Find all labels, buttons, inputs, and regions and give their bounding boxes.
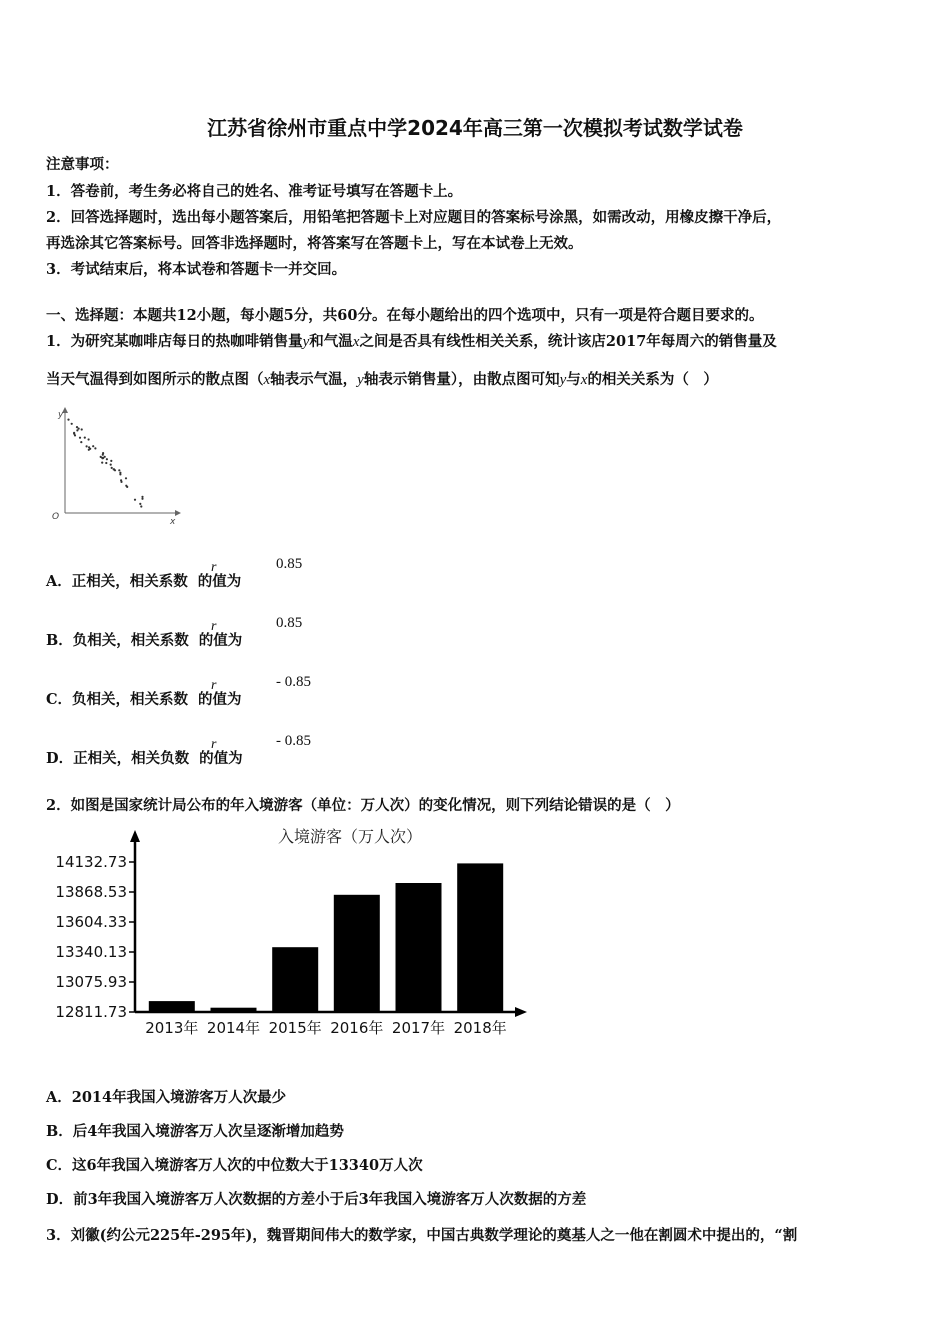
scatter-point xyxy=(140,505,142,507)
option-value: 0.85 xyxy=(276,556,303,572)
scatter-point xyxy=(105,462,107,464)
r-symbol: r xyxy=(211,678,217,693)
scatter-point xyxy=(102,457,104,459)
scatter-point xyxy=(111,467,113,469)
scatter-point xyxy=(113,468,115,470)
y-tick-label: 13868.53 xyxy=(55,883,127,901)
scatter-point xyxy=(79,437,81,439)
scatter-point xyxy=(141,496,143,498)
scatter-point xyxy=(86,445,88,447)
x-tick-label: 2014年 xyxy=(206,1019,261,1037)
q2-stem: 2．如图是国家统计局公布的年入境游客（单位：万人次）的变化情况，则下列结论错误的是（ ） xyxy=(46,797,680,814)
scatter-point xyxy=(78,428,80,430)
y-tick-label: 12811.73 xyxy=(55,1003,127,1021)
scatter-point xyxy=(125,485,127,487)
option-value: 0.85 xyxy=(276,615,303,631)
scatter-point xyxy=(94,447,96,449)
scatter-point xyxy=(119,473,121,475)
x-tick-label: 2015年 xyxy=(268,1019,322,1037)
option-value: - 0.85 xyxy=(276,733,311,749)
scatter-point xyxy=(102,452,104,454)
q2-option-a[interactable]: A．2014年我国入境游客万人次最少 xyxy=(46,1089,287,1106)
x-axis-arrow xyxy=(175,510,181,516)
scatter-point xyxy=(71,423,73,425)
bar xyxy=(334,895,380,1012)
q2-option-b[interactable]: B．后4年我国入境游客万人次呈逐渐增加趋势 xyxy=(46,1123,344,1140)
option-value: - 0.85 xyxy=(276,674,311,690)
scatter-point xyxy=(110,460,112,462)
q1-option-a[interactable]: A．正相关，相关系数 的值为 xyxy=(46,573,242,590)
x-tick-label: 2016年 xyxy=(330,1019,384,1037)
scatter-point xyxy=(88,438,90,440)
r-symbol: r xyxy=(211,560,217,575)
q2-option-d[interactable]: D．前3年我国入境游客万人次数据的方差小于后3年我国入境游客万人次数据的方差 xyxy=(46,1191,587,1208)
y-tick-label: 14132.73 xyxy=(55,853,127,871)
notice-heading: 注意事项： xyxy=(46,156,119,173)
bar xyxy=(211,1008,257,1012)
notice-item: 3．考试结束后，将本试卷和答题卡一并交回。 xyxy=(46,261,347,278)
scatter-point xyxy=(74,434,76,436)
scatter-point xyxy=(139,503,141,505)
q2-option-c[interactable]: C．这6年我国入境游客万人次的中位数大于13340万人次 xyxy=(46,1157,423,1174)
x-tick-label: 2018年 xyxy=(453,1019,507,1037)
q1-option-c[interactable]: C．负相关，相关系数 的值为 xyxy=(46,691,242,708)
scatter-point xyxy=(81,428,83,430)
scatter-point xyxy=(80,441,82,443)
scatter-point xyxy=(88,449,90,451)
scatter-point xyxy=(125,477,127,479)
x-tick-label: 2013年 xyxy=(145,1019,199,1037)
q1-stem-line1: 1．为研究某咖啡店每日的热咖啡销售量y和气温x之间是否具有线性相关关系，统计该店2017年每周六的销售量及 xyxy=(46,333,777,350)
bar xyxy=(457,863,503,1012)
bar xyxy=(149,1001,195,1012)
y-tick-label: 13075.93 xyxy=(55,973,127,991)
scatter-point xyxy=(76,429,78,431)
y-tick-label: 13340.13 xyxy=(55,943,127,961)
y-tick-label: 13604.33 xyxy=(55,913,127,931)
y-axis-arrow xyxy=(130,830,140,842)
x-axis-label: x xyxy=(170,517,176,527)
r-symbol: r xyxy=(211,619,217,634)
scatter-point xyxy=(88,446,90,448)
q1-option-b[interactable]: B．负相关，相关系数 的值为 xyxy=(46,632,243,649)
x-axis-arrow xyxy=(515,1007,527,1017)
notice-item: 1．答卷前，考生务必将自己的姓名、准考证号填写在答题卡上。 xyxy=(46,183,463,200)
scatter-point xyxy=(106,458,108,460)
q3-stem: 3．刘徽(约公元225年-295年)，魏晋期间伟大的数学家，中国古典数学理论的奠基人之一他在割圆术中提出的，“割 xyxy=(46,1227,798,1244)
scatter-point xyxy=(92,445,94,447)
scatter-plot xyxy=(40,405,190,530)
r-symbol: r xyxy=(211,737,217,752)
page-title: 江苏省徐州市重点中学2024年高三第一次模拟考试数学试卷 xyxy=(207,116,743,140)
scatter-point xyxy=(118,469,120,471)
notice-item: 2．回答选择题时，选出每小题答案后，用铅笔把答题卡上对应题目的答案标号涂黑，如需改动，用橡皮擦干净后， xyxy=(46,209,782,226)
chart-title: 入境游客（万人次） xyxy=(277,827,423,846)
origin-label: O xyxy=(52,512,60,522)
q1-option-d[interactable]: D．正相关，相关负数 的值为 xyxy=(46,750,243,767)
scatter-points xyxy=(67,419,143,508)
scatter-point xyxy=(141,498,143,500)
q1-stem-line2: 当天气温得到如图所示的散点图（x轴表示气温，y轴表示销售量），由散点图可知y与x的相关关系为（ ） xyxy=(46,371,718,388)
scatter-point xyxy=(110,464,112,466)
scatter-point xyxy=(101,462,103,464)
section-heading: 一、选择题：本题共12小题，每小题5分，共60分。在每小题给出的四个选项中，只有一项是符合题目要求的。 xyxy=(46,307,764,324)
scatter-point xyxy=(134,499,136,501)
bar-chart xyxy=(40,822,540,1047)
scatter-point xyxy=(67,419,69,421)
y-axis-label: y xyxy=(58,410,64,420)
notice-item: 再选涂其它答案标号。回答非选择题时，将答案写在答题卡上，写在本试卷上无效。 xyxy=(46,235,583,252)
chart-layer xyxy=(55,830,527,1037)
scatter-point xyxy=(120,481,122,483)
scatter-point xyxy=(76,426,78,428)
x-tick-label: 2017年 xyxy=(391,1019,446,1037)
scatter-point xyxy=(84,437,86,439)
bar xyxy=(272,947,318,1012)
bar xyxy=(396,883,442,1012)
